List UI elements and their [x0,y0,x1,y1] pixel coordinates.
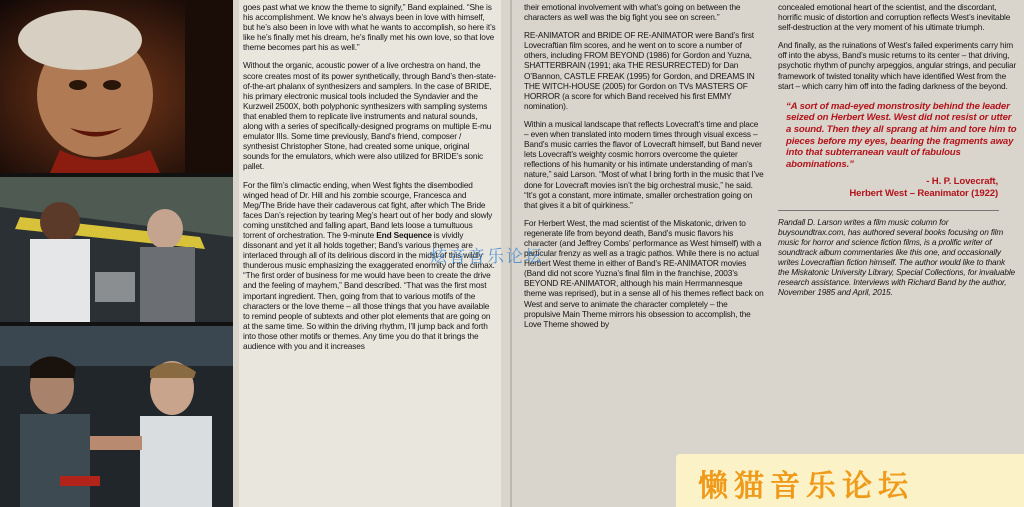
paragraph: goes past what we know the theme to signify,” Band explained. “She is his accomplishment. We know he’s always been in love with himself, but he’s also been in love with what he wants to accomplish, so here it’s like he’s finally met his dream, he’s finally met his own love, so that love theme becomes part his as well.” [243,2,496,53]
track-title-end-sequence: End Sequence [376,229,432,240]
paragraph: Within a musical landscape that reflects Lovecraft’s time and place – even when translated into modern times through visual excess – Band’s music carries the flavor of Lovecraft himself, but Band never lets Lovecraft’s weighty cosmic horrors overcome the quieter reflections of his humanity or his intimate understanding of man’s nature,” said Larson. “Most of what I bring forth in the music that I’ve done for Lovecraft movies isn’t the big orchestral music,” he said. “It’s got a constant, more intimate, smaller orchestration going on that gives it a bit of quirkiness.” [524,118,764,210]
paragraph: And finally, as the ruinations of West’s failed experiments carry him off into the abyss, Band’s music returns to its center – that driving, psychotic rhythm of punchy arpeggios, angular strings, and peculiar framework of twisted tonality which have identified West from the start – which carry him off into the fading darkness of the beyond. [778,40,1017,91]
watermark-center: 炫音音乐论坛 [430,247,544,267]
watermark-banner [676,454,1024,507]
text-column-2 [516,0,768,337]
photo-lab-scene [0,177,233,322]
divider [778,210,999,211]
paragraph-text: is vividly dissonant and yet it all holds together; Band’s various themes are interlaced through all of its delirious discord in the midst of this wildly thunderous music emphasizing the exaggerated enormity of the climax. “The first order of business for me would have been to create the drive and the feeling of mayhem,” Band described. “That was the first most important ingredient. Then, going from that to various motifs of the characters or the love theme – all those things that you have available to remind people of subtexts and other plot elements that are going on at the same time. So within the driving rhythm, I’ll jump back and forth into those other motifs or themes. Any time you do that it brings the audience with you and it increases [243,229,495,351]
quote-author: - H. P. Lovecraft, [926,176,998,188]
paragraph: Without the organic, acoustic power of a live orchestra on hand, the score creates most of its power synthetically, through Band’s then-state-of-the-art phalanx of synthesizers and samplers. In the case of BRIDE, his primary electronic musical tools included the Syndavier and the Kurzweil 2500X, both polyphonic synthesizers with sampling systems that enabled them to replicate live instruments and natural sounds, along with a series of specifically-designed programs on multiple E-mu emulator IIIs. Some time previously, Band’s friend, composer / synthesist Christopher Stone, had created some unique, original sounds for the emulators, which were also utilized for BRIDE’s sonic pallet. [243,60,496,172]
paragraph: concealed emotional heart of the scientist, and the discordant, horrific music of distortion and corruption reflects West’s inevitable self-destruction at the very moment of his ultimate triumph. [778,2,1011,33]
watermark-banner-text: 懒猫音乐论坛 [698,469,914,504]
quote-source: Herbert West – Reanimator (1922) [849,187,998,199]
photo-zombie-head [0,0,233,173]
text-column-3 [770,0,1024,297]
paragraph: For Herbert West, the mad scientist of the Miskatonic, driven to regenerate life from beyond death, Band’s music flavors his character (and Jeffrey Combs’ performance as West himself) with a particular frenzy as well as a tragic pathos. While there is no actual Herbert West theme in either of Band’s RE-ANIMATOR movies (Band did not score Yuzna’s final film in the franchise, 2003’s BEYOND RE-ANIMATOR, although his main Herrmannesque theme was reprised), but in a sense all of his themes reflect back on West and serve to animate the character completely – the propulsive Main Theme mirrors his obsession to accomplish, the Love Theme showed by [524,217,764,329]
photo-two-men [0,326,233,507]
author-bio: Randall D. Larson writes a film music column for buysoundtrax.com, has authored several books focusing on film music for horror and science fiction films, is a prolific writer of soundtrack album commentaries like this one, and occasionally writes Lovecraftian fiction himself. The author would like to thank the Miskatonic University Library, Special Collections, for invaluable research assistance. Interviews with Richard Band by the author, November 1985 and April, 2015. [778,216,1015,298]
paragraph-text: For the film’s climactic ending, when West fights the disembodied winged head of Dr. Hill and his zombie scourge, Francesca and Meg/The Bride have their cadaverous cat fight, after which The Bride faces Dan’s rejection by tearing Meg’s heart out of her body and slowly coming unstitched and falling apart, Band lets loose a tumultuous torrent of orchestration. The 9-minute [243,179,493,240]
lovecraft-quote: “A sort of mad-eyed monstrosity behind the leader seized on Herbert West. West did not resist or utter a sound. Then they all sprang at him and tore him to pieces before my eyes, bearing the fragments away into that subterranean vault of fabulous abominations.” [786,100,1017,170]
paragraph: their emotional involvement with what’s going on between the characters as well was the big fight you see on screen.” [524,2,741,23]
paragraph: RE-ANIMATOR and BRIDE OF RE-ANIMATOR were Band’s first Lovecraftian film scores, and he went on to score a number of others, including FROM BEYOND (1986) for Gordon and Yuzna, SHATTERBRAIN (1991; aka THE RESURRECTED) for Dan O’Bannon, CASTLE FREAK (1995) for Gordon, and DREAMS IN THE WITCH-HOUSE (2005) for Gordon on TVs MASTERS OF HORROR (a score for which Band received his first EMMY nomination). [524,30,755,111]
photo-strip [0,0,233,507]
